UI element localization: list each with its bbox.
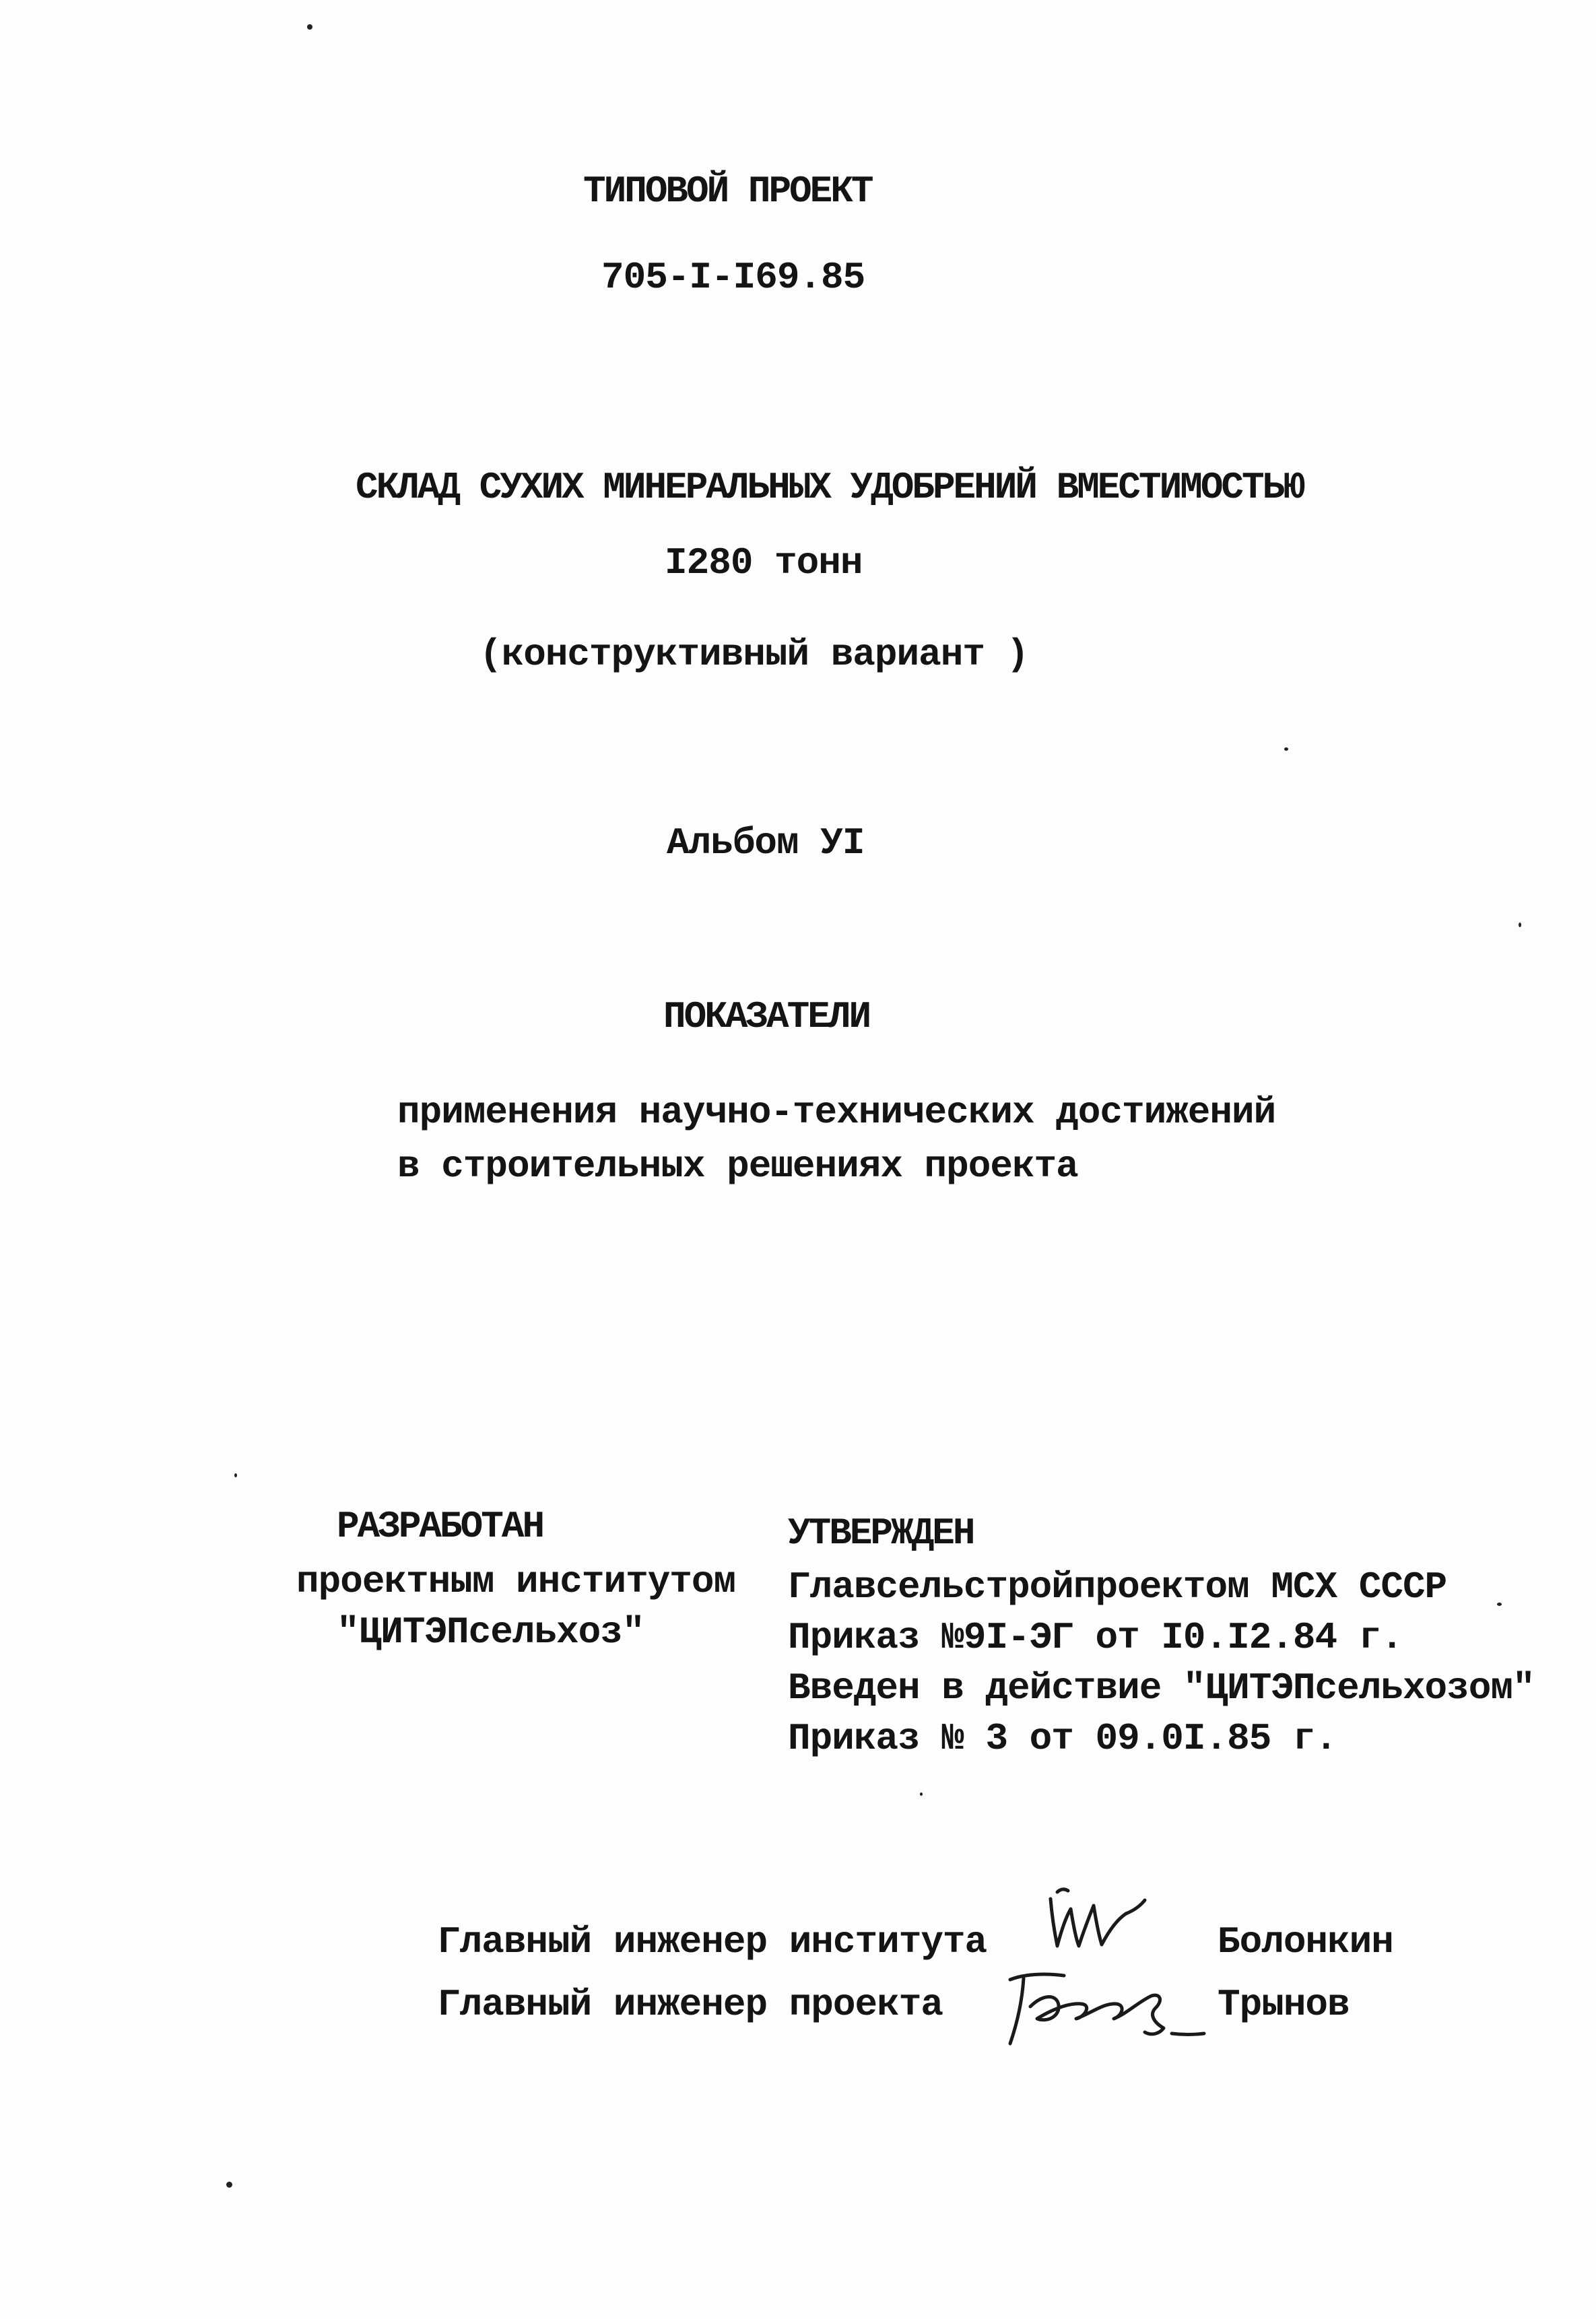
signer-role-2: Главный инженер проекта [438,1983,943,2026]
developed-line-1: проектным институтом [296,1560,736,1603]
approved-line-4: Приказ № 3 от 09.0I.85 г. [788,1717,1337,1760]
title-variant: (конструктивный вариант ) [479,633,1029,676]
signature-2-icon [983,1953,1212,2054]
approved-line-1: Главсельстройпроектом МСХ СССР [788,1566,1447,1609]
signature-1-icon [1037,1879,1158,1959]
approved-heading: УТВЕРЖДЕН [788,1512,974,1555]
scan-speck [1284,747,1288,751]
scan-speck [307,24,312,30]
album-label: Альбом УI [667,821,865,865]
title-capacity: I280 тонн [665,541,863,584]
developed-heading: РАЗРАБОТАН [337,1505,543,1548]
scan-speck [1497,1603,1502,1606]
scan-speck [234,1473,237,1477]
approved-line-2: Приказ №9I-ЭГ от I0.I2.84 г. [788,1616,1403,1659]
indicators-line-1: применения научно-технических достижений [397,1091,1276,1134]
scan-speck [226,2182,232,2188]
signer-name-1: Болонкин [1218,1920,1393,1963]
signer-name-2: Трынов [1218,1983,1350,2026]
indicators-line-2: в строительных решениях проекта [397,1145,1078,1188]
approved-line-3: Введен в действие "ЦИТЭПсельхозом" [788,1667,1535,1710]
scan-speck [1519,922,1521,927]
developed-line-2: "ЦИТЭПсельхоз" [337,1611,644,1654]
page-title: СКЛАД СУХИХ МИНЕРАЛЬНЫХ УДОБРЕНИЙ ВМЕСТИМОСТЬЮ [356,466,1304,509]
scan-speck [920,1792,923,1796]
doc-number: 705-I-I69.85 [601,256,865,299]
indicators-heading: ПОКАЗАТЕЛИ [663,995,870,1038]
doc-type-heading: ТИПОВОЙ ПРОЕКТ [583,170,872,213]
signer-role-1: Главный инженер института [438,1920,987,1963]
